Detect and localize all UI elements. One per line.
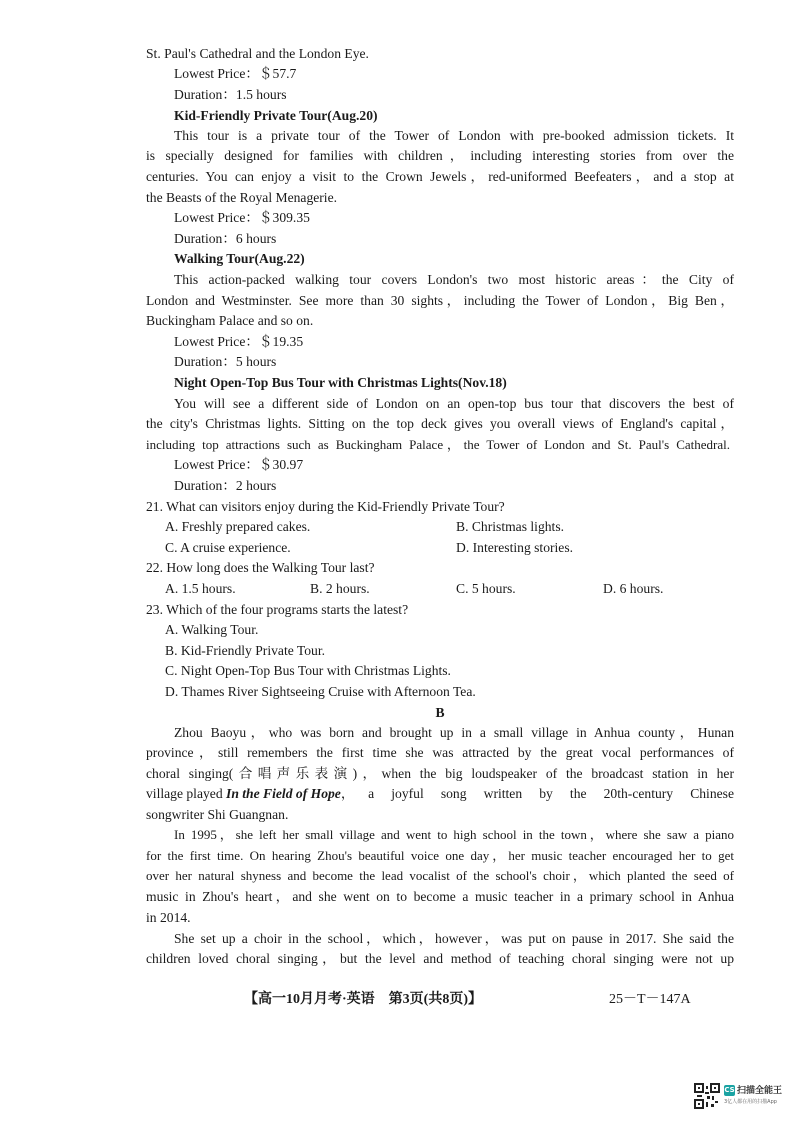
song-title: In the Field of Hope xyxy=(226,786,341,801)
option-21-d: D. Interesting stories. xyxy=(456,540,574,555)
question-21: 21. What can visitors enjoy during the Kid-Friendly Private Tour? xyxy=(146,499,505,514)
duration-line: Duration：5 hours xyxy=(174,354,277,369)
scanner-watermark xyxy=(694,1082,784,1110)
page-footer: 【高一10月月考·英语 第3页(共8页)】 xyxy=(244,992,482,1007)
exam-code: 25－T－147A xyxy=(609,992,691,1007)
scanner-brand: 扫描全能王 xyxy=(737,1086,783,1096)
passage-line: songwriter Shi Guangnan. xyxy=(146,807,289,822)
passage-line xyxy=(146,784,734,804)
qr-code-icon xyxy=(694,1083,720,1109)
option-23-c: C. Night Open-Top Bus Tour with Christmas Lights. xyxy=(165,663,451,678)
tour-text-line: Buckingham Palace and so on. xyxy=(146,313,314,328)
price-line: Lowest Price：＄57.7 xyxy=(174,66,297,81)
option-23-d: D. Thames River Sightseeing Cruise with Afternoon Tea. xyxy=(165,684,476,699)
question-22: 22. How long does the Walking Tour last? xyxy=(146,560,375,575)
cs-logo-icon: CS xyxy=(724,1086,735,1094)
tour-text-line: including top attractions such as Buckingham Palace，the Tower of London and St. Paul's Cathedral. xyxy=(146,437,730,452)
passage-line: choral singing(合唱声乐表演)，when the big loudspeaker of the broadcast station in her xyxy=(146,766,734,781)
tour-title-kid: Kid-Friendly Private Tour(Aug.20) xyxy=(174,108,378,123)
tour-text-line: This tour is a private tour of the Tower of London with pre-booked admission tickets. It xyxy=(174,128,734,143)
tour-text-line: the city's Christmas lights. Sitting on the top deck gives you overall views of England's capital， xyxy=(146,416,734,431)
tour-text-line: You will see a different side of London on an open-top bus tour that discovers the best of xyxy=(174,396,734,411)
option-21-c: C. A cruise experience. xyxy=(165,540,291,555)
option-22-d: D. 6 hours. xyxy=(603,581,664,596)
passage-line: Zhou Baoyu，who was born and brought up in a small village in Anhua county，Hunan xyxy=(174,725,734,740)
passage-line: in 2014. xyxy=(146,910,191,925)
price-line: Lowest Price：＄309.35 xyxy=(174,210,310,225)
tour-title-walking: Walking Tour(Aug.22) xyxy=(174,251,305,266)
option-21-b: B. Christmas lights. xyxy=(456,519,565,534)
duration-line: Duration：6 hours xyxy=(174,231,277,246)
option-22-a: A. 1.5 hours. xyxy=(165,581,236,596)
passage-line: children loved choral singing，but the level and method of teaching choral singing were not up xyxy=(146,951,734,966)
price-line: Lowest Price：＄19.35 xyxy=(174,334,304,349)
option-23-a: A. Walking Tour. xyxy=(165,622,259,637)
tour-text-line: the Beasts of the Royal Menagerie. xyxy=(146,190,338,205)
passage-text: ，a joyful song written by the 20th-century Chinese xyxy=(340,786,734,801)
passage-line: province，still remembers the first time she was attracted by the great vocal performances of xyxy=(146,745,734,760)
tour-text-line: centuries. You can enjoy a visit to the Crown Jewels，red-uniformed Beefeaters，and a stop at xyxy=(146,169,734,184)
option-22-b: B. 2 hours. xyxy=(310,581,370,596)
passage-line: for the first time. On hearing Zhou's beautiful voice one day，her music teacher encouraged her to get xyxy=(146,848,734,863)
scanner-tagline: 3亿人都在用的扫描App xyxy=(724,1099,777,1105)
tour-text-line: This action-packed walking tour covers London's two most historic areas：the City of xyxy=(174,272,734,287)
tour-text-line: London and Westminster. See more than 30 sights，including the Tower of London，Big Ben， xyxy=(146,293,734,308)
tour-title-bus: Night Open-Top Bus Tour with Christmas Lights(Nov.18) xyxy=(174,375,507,390)
option-21-a: A. Freshly prepared cakes. xyxy=(165,519,311,534)
option-23-b: B. Kid-Friendly Private Tour. xyxy=(165,643,326,658)
passage-line: She set up a choir in the school，which，however，was put on pause in 2017. She said the xyxy=(174,931,734,946)
passage-b-heading: B xyxy=(435,705,445,720)
duration-line: Duration：2 hours xyxy=(174,478,277,493)
passage-line: over her natural shyness and become the lead vocalist of the school's choir，which planted the seed of xyxy=(146,868,734,883)
tour-text-line: St. Paul's Cathedral and the London Eye. xyxy=(146,46,369,61)
passage-text: village played xyxy=(146,786,227,801)
duration-line: Duration：1.5 hours xyxy=(174,87,287,102)
tour-text-line: is specially designed for families with children，including interesting stories from over the xyxy=(146,148,734,163)
passage-line: In 1995，she left her small village and went to high school in the town，where she saw a piano xyxy=(174,827,734,842)
passage-line: music in Zhou's heart，and she went on to become a music teacher in a primary school in Anhua xyxy=(146,889,734,904)
question-23: 23. Which of the four programs starts the latest? xyxy=(146,602,409,617)
price-line: Lowest Price：＄30.97 xyxy=(174,457,304,472)
option-22-c: C. 5 hours. xyxy=(456,581,516,596)
